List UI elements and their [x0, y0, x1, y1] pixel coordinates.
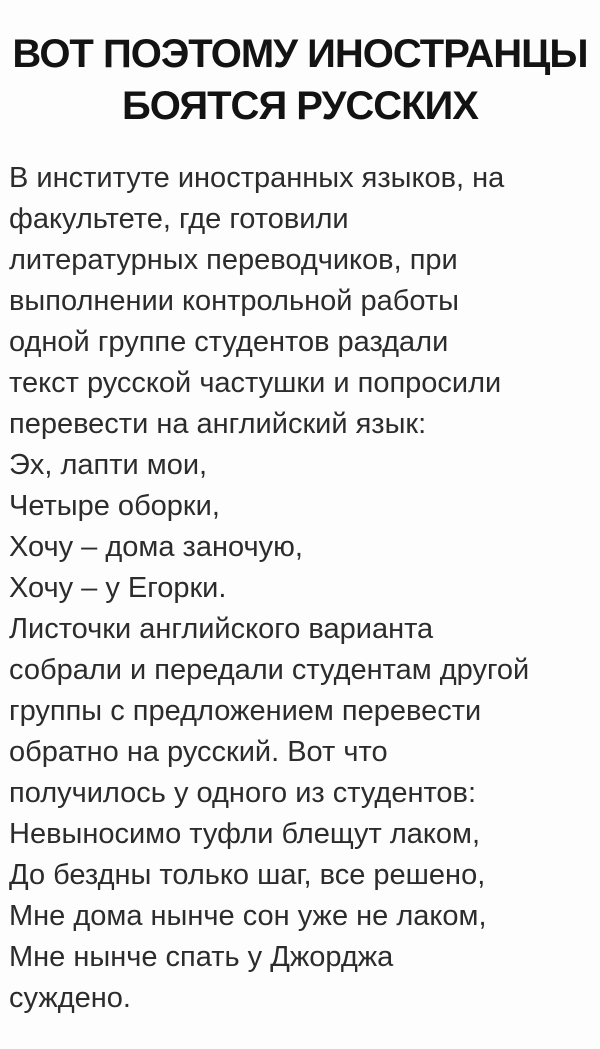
text-line: перевести на английский язык: [9, 408, 427, 440]
body-lines [0, 158, 600, 1019]
text-line: обратно на русский. Вот что [9, 736, 388, 768]
text-line: выполнении контрольной работы [9, 285, 459, 317]
text-line: Мне нынче спать у Джорджа [9, 941, 394, 973]
text-line: Хочу – дома заночую, [9, 531, 303, 563]
text-line: До бездны только шаг, все решено, [9, 859, 486, 891]
text-line: В институте иностранных языков, на [9, 162, 505, 194]
text-line: Невыносимо туфли блещут лаком, [9, 818, 481, 850]
text-line: суждено. [9, 982, 131, 1014]
text-line: факультете, где готовили [9, 203, 349, 235]
text-line: одной группе студентов раздали [9, 326, 449, 358]
text-line: группы с предложением перевести [9, 695, 482, 727]
text-line: получилось у одного из студентов: [9, 777, 477, 809]
text-line: Четыре оборки, [9, 490, 220, 522]
text-line: текст русской частушки и попросили [9, 367, 502, 399]
text-line: Мне дома нынче сон уже не лаком, [9, 900, 487, 932]
text-line: Листочки английского варианта [9, 613, 434, 645]
text-line: Хочу – у Егорки. [9, 572, 227, 604]
meme-title: ВОТ ПОЭТОМУ ИНОСТРАНЦЫ БОЯТСЯ РУССКИХ [12, 32, 588, 128]
text-line: литературных переводчиков, при [9, 244, 458, 276]
text-line: Эх, лапти мои, [9, 449, 208, 481]
text-line: собрали и передали студентам другой [9, 654, 530, 686]
